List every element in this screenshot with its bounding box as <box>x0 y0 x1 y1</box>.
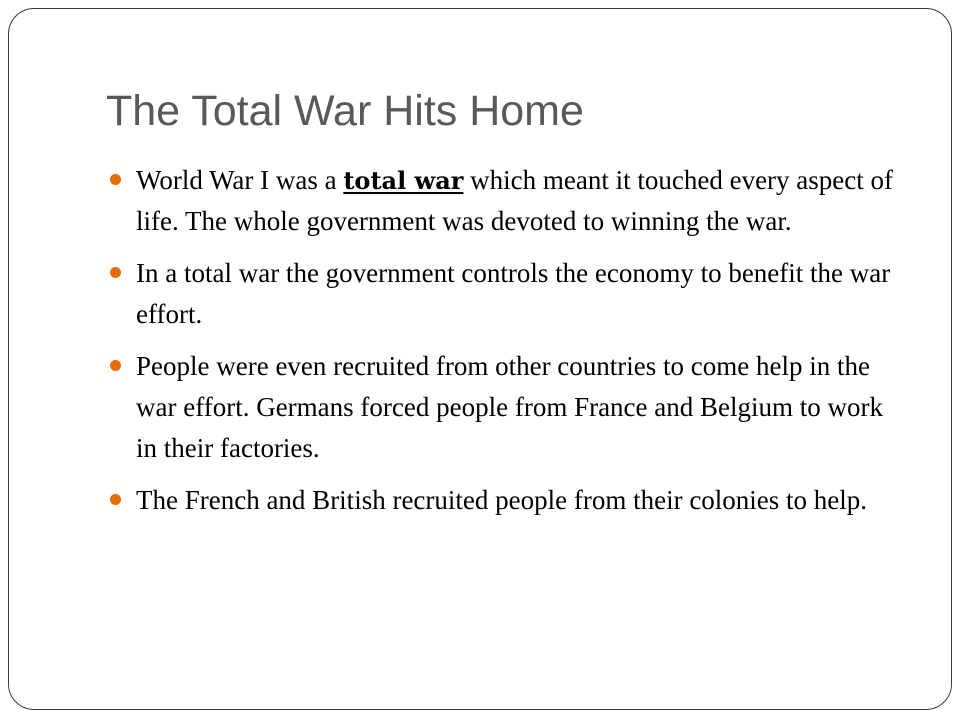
bullet-list <box>108 160 898 532</box>
bullet-dot-icon <box>110 360 121 371</box>
bullet-dot-icon <box>110 174 121 185</box>
key-term: total war <box>343 166 464 195</box>
bullet-text: The French and British recruited people from their colonies to help. <box>136 485 868 515</box>
bullet-text: In a total war the government controls the economy to benefit the war effort. <box>136 258 891 329</box>
bullet-text-before-term: World War I was a <box>136 165 344 195</box>
bullet-item <box>108 346 898 469</box>
bullet-item <box>108 160 898 242</box>
slide-title: The Total War Hits Home <box>106 87 584 135</box>
bullet-dot-icon <box>110 267 121 278</box>
bullet-item <box>108 480 898 521</box>
bullet-text-after-term: which meant it touched every aspect of life. The whole government was devoted to winning the war. <box>136 165 893 236</box>
bullet-dot-icon <box>110 494 121 505</box>
bullet-item <box>108 253 898 335</box>
bullet-text: People were even recruited from other countries to come help in the war effort. Germans forced people from France and Belgium to work in their factories. <box>136 351 883 463</box>
